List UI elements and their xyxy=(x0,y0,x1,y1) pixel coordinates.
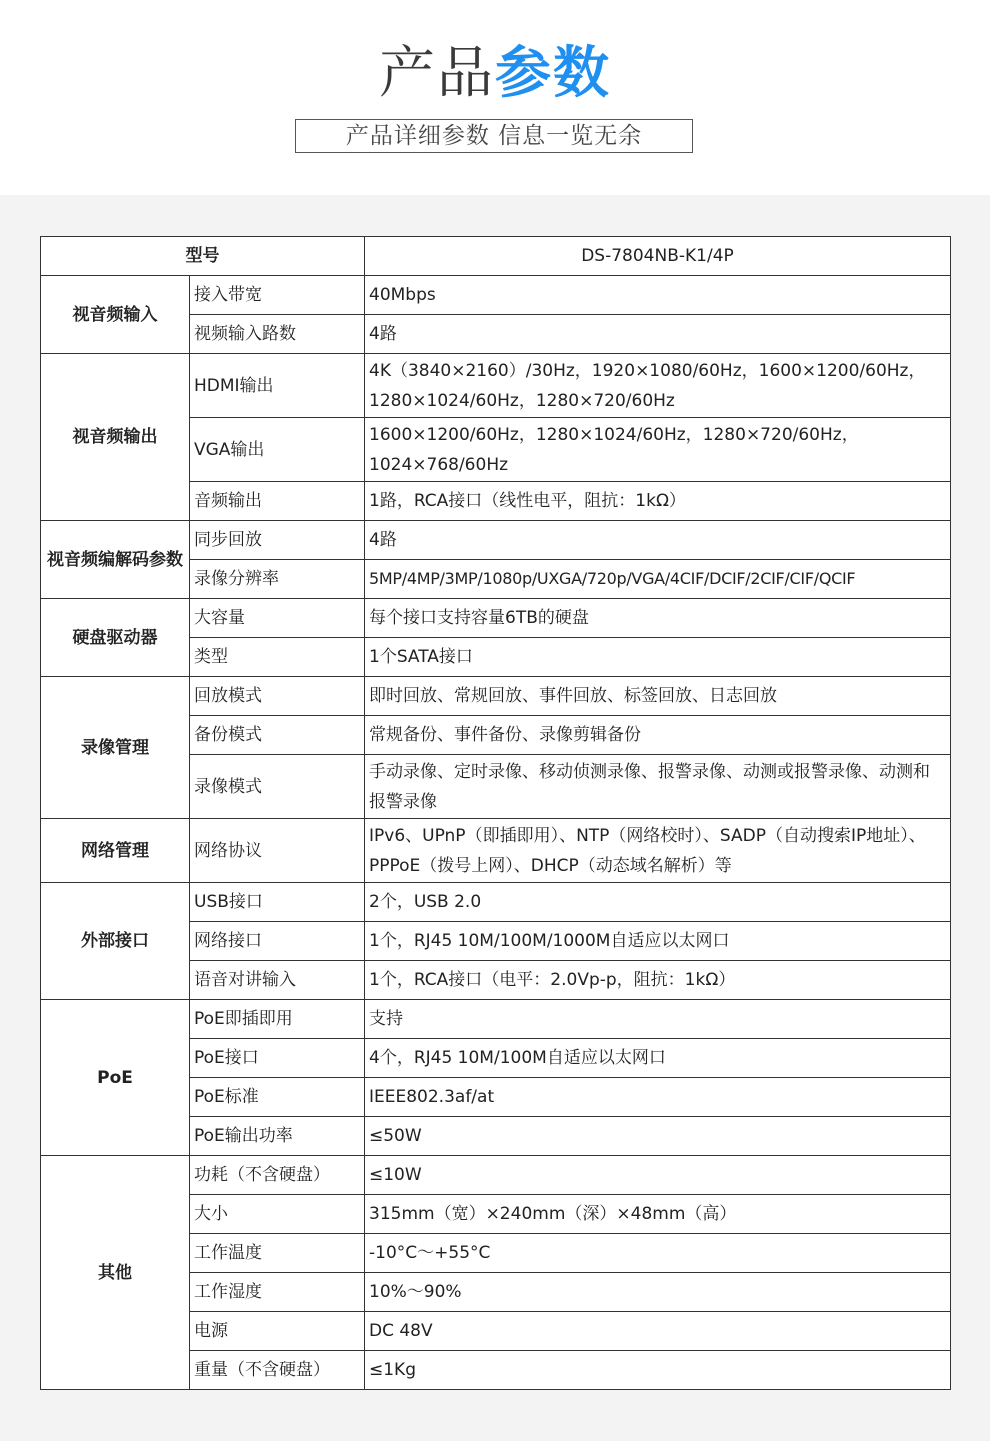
param-cell: 工作温度 xyxy=(190,1234,365,1273)
value-cell: 每个接口支持容量6TB的硬盘 xyxy=(365,599,951,638)
param-cell: 备份模式 xyxy=(190,716,365,755)
param-cell: 大小 xyxy=(190,1195,365,1234)
table-row xyxy=(41,883,951,922)
model-value: DS-7804NB-K1/4P xyxy=(365,237,951,276)
param-cell: PoE输出功率 xyxy=(190,1117,365,1156)
table-row xyxy=(41,819,951,883)
param-cell: 网络接口 xyxy=(190,922,365,961)
category-cell: 录像管理 xyxy=(41,677,190,819)
table-row xyxy=(41,521,951,560)
value-cell: 4路 xyxy=(365,521,951,560)
param-cell: 视频输入路数 xyxy=(190,315,365,354)
value-cell: 4个，RJ45 10M/100M自适应以太网口 xyxy=(365,1039,951,1078)
model-label: 型号 xyxy=(41,237,365,276)
value-cell: 1600×1200/60Hz，1280×1024/60Hz，1280×720/60Hz，1024×768/60Hz xyxy=(365,418,951,482)
table-row xyxy=(41,237,951,276)
value-cell: IPv6、UPnP（即插即用）、NTP（网络校时）、SADP（自动搜索IP地址）、PPPoE（拨号上网）、DHCP（动态域名解析）等 xyxy=(365,819,951,883)
table-row xyxy=(41,677,951,716)
value-cell: 40Mbps xyxy=(365,276,951,315)
value-cell: 1个，RJ45 10M/100M/1000M自适应以太网口 xyxy=(365,922,951,961)
category-cell: 视音频输入 xyxy=(41,276,190,354)
category-cell: 硬盘驱动器 xyxy=(41,599,190,677)
param-cell: 类型 xyxy=(190,638,365,677)
value-cell: DC 48V xyxy=(365,1312,951,1351)
param-cell: 录像模式 xyxy=(190,755,365,819)
value-cell: 10%～90% xyxy=(365,1273,951,1312)
page-subtitle: 产品详细参数 信息一览无余 xyxy=(295,119,693,153)
page-title xyxy=(0,38,990,110)
category-cell: PoE xyxy=(41,1000,190,1156)
param-cell: VGA输出 xyxy=(190,418,365,482)
param-cell: 大容量 xyxy=(190,599,365,638)
param-cell: HDMI输出 xyxy=(190,354,365,418)
table-row xyxy=(41,599,951,638)
title-part-1: 产品 xyxy=(379,41,495,106)
param-cell: 重量（不含硬盘） xyxy=(190,1351,365,1390)
value-cell: 1路，RCA接口（线性电平，阻抗：1kΩ） xyxy=(365,482,951,521)
value-cell: 4路 xyxy=(365,315,951,354)
category-cell: 网络管理 xyxy=(41,819,190,883)
value-cell: ≤10W xyxy=(365,1156,951,1195)
value-cell: 4K（3840×2160）/30Hz，1920×1080/60Hz，1600×1200/60Hz，1280×1024/60Hz，1280×720/60Hz xyxy=(365,354,951,418)
param-cell: USB接口 xyxy=(190,883,365,922)
category-cell: 外部接口 xyxy=(41,883,190,1000)
param-cell: 回放模式 xyxy=(190,677,365,716)
header xyxy=(0,0,990,195)
value-cell: 即时回放、常规回放、事件回放、标签回放、日志回放 xyxy=(365,677,951,716)
param-cell: 接入带宽 xyxy=(190,276,365,315)
value-cell: 5MP/4MP/3MP/1080p/UXGA/720p/VGA/4CIF/DCIF/2CIF/CIF/QCIF xyxy=(365,560,951,599)
param-cell: 同步回放 xyxy=(190,521,365,560)
param-cell: PoE标准 xyxy=(190,1078,365,1117)
category-cell: 视音频输出 xyxy=(41,354,190,521)
value-cell: 常规备份、事件备份、录像剪辑备份 xyxy=(365,716,951,755)
value-cell: 支持 xyxy=(365,1000,951,1039)
param-cell: PoE接口 xyxy=(190,1039,365,1078)
table-row xyxy=(41,1000,951,1039)
table-row xyxy=(41,354,951,418)
value-cell: ≤1Kg xyxy=(365,1351,951,1390)
value-cell: IEEE802.3af/at xyxy=(365,1078,951,1117)
table-row xyxy=(41,276,951,315)
category-cell: 其他 xyxy=(41,1156,190,1390)
value-cell: 315mm（宽）×240mm（深）×48mm（高） xyxy=(365,1195,951,1234)
param-cell: 网络协议 xyxy=(190,819,365,883)
param-cell: 语音对讲输入 xyxy=(190,961,365,1000)
value-cell: 2个，USB 2.0 xyxy=(365,883,951,922)
spec-table xyxy=(40,236,951,1390)
category-cell: 视音频编解码参数 xyxy=(41,521,190,599)
table-row xyxy=(41,1156,951,1195)
title-part-2: 参数 xyxy=(495,41,611,106)
param-cell: 电源 xyxy=(190,1312,365,1351)
param-cell: 音频输出 xyxy=(190,482,365,521)
param-cell: 录像分辨率 xyxy=(190,560,365,599)
value-cell: 手动录像、定时录像、移动侦测录像、报警录像、动测或报警录像、动测和报警录像 xyxy=(365,755,951,819)
param-cell: PoE即插即用 xyxy=(190,1000,365,1039)
value-cell: -10°C～+55°C xyxy=(365,1234,951,1273)
value-cell: 1个，RCA接口（电平：2.0Vp-p，阻抗：1kΩ） xyxy=(365,961,951,1000)
value-cell: 1个SATA接口 xyxy=(365,638,951,677)
value-cell: ≤50W xyxy=(365,1117,951,1156)
param-cell: 功耗（不含硬盘） xyxy=(190,1156,365,1195)
param-cell: 工作湿度 xyxy=(190,1273,365,1312)
